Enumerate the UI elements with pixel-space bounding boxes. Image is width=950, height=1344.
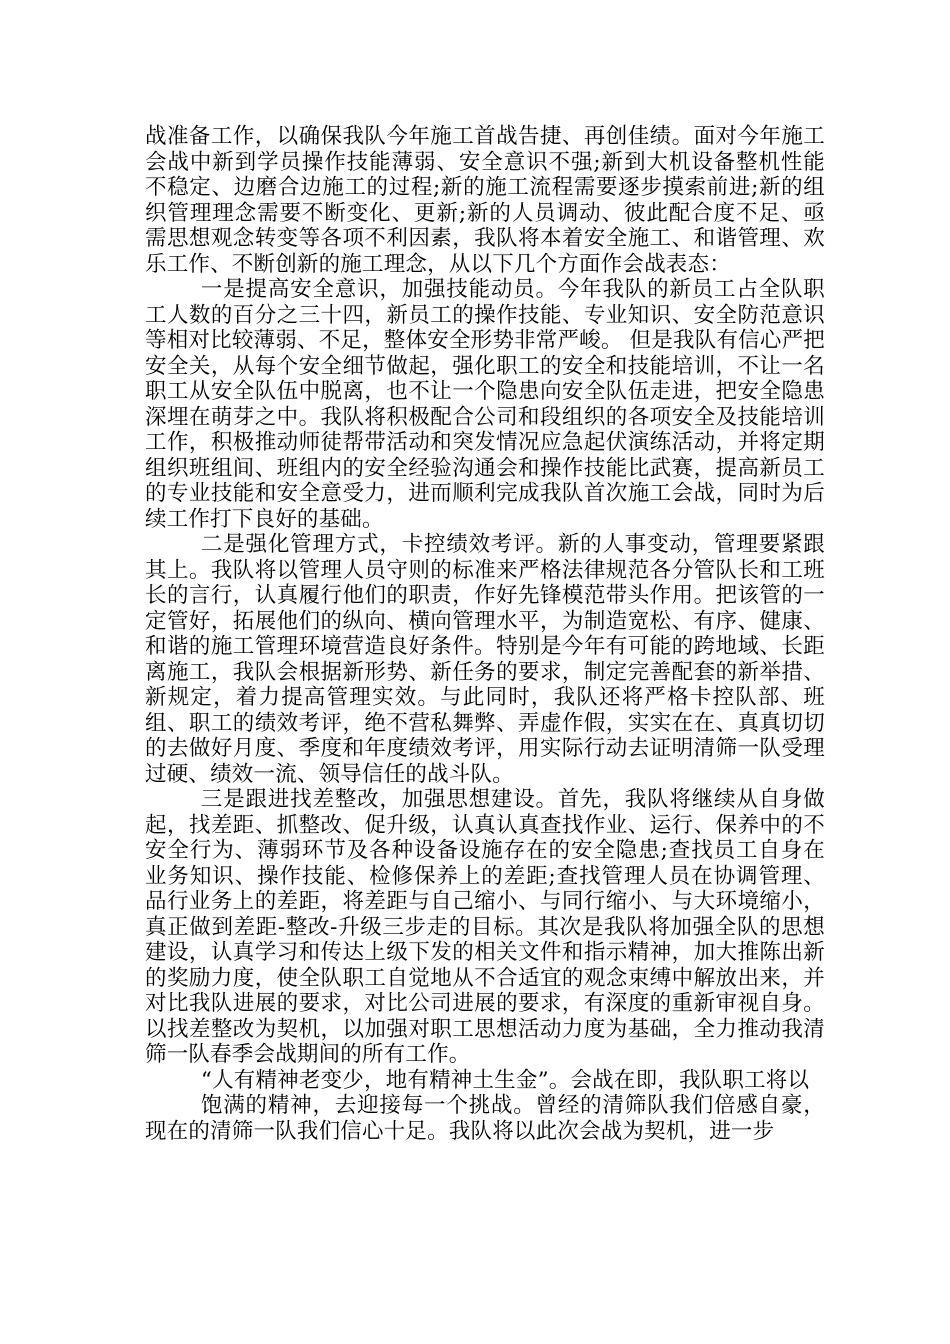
paragraph-intro: 战准备工作，以确保我队今年施工首战告捷、再创佳绩。面对今年施工会战中新到学员操作技能薄弱、安全意识不强;新到大机设备整机性能不稳定、边磨合边施工的过程;新的施工流程需要逐步摸索前进;新的组织管理理念需要不断变化、更新;新的人员调动、彼此配合度不足、亟需思想观念转变等各项不利因素，我队将本着安全施工、和谐管理、欢乐工作、不断创新的施工理念，从以下几个方面作会战表态： (145, 124, 825, 277)
paragraph-quote: “人有精神老变少，地有精神土生金”。会战在即，我队职工将以 (200, 1067, 810, 1093)
paragraph-closing: 饱满的精神，去迎接每一个挑战。曾经的清筛队我们倍感自豪，现在的清筛一队我们信心十足。我队将以此次会战为契机，进一步 (145, 1093, 825, 1144)
paragraph-safety: 一是提高安全意识，加强技能动员。今年我队的新员工占全队职工人数的百分之三十四，新员工的操作技能、专业知识、安全防范意识等相对比较薄弱、不足，整体安全形势非常严峻。 但是我队有信心严把安全关，从每个安全细节做起，强化职工的安全和技能培训，不让一名职工从安全队伍中脱离，也不让一个隐患向安全队伍走进，把安全隐患深埋在萌芽之中。我队将积极配合公司和段组织的各项安全及技能培训工作，积极推动师徒帮带活动和突发情况应急起伏演练活动，并将定期组织班组间、班组内的安全经验沟通会和操作技能比武赛，提高新员工的专业技能和安全意受力，进而顺利完成我队首次施工会战，同时为后续工作打下良好的基础。 (145, 277, 825, 532)
document-body (145, 124, 825, 1144)
paragraph-improvement: 三是跟进找差整改，加强思想建设。首先，我队将继续从自身做起，找差距、抓整改、促升级，认真认真查找作业、运行、保养中的不安全行为、薄弱环节及各种设备设施存在的安全隐患;查找员工自身在业务知识、操作技能、检修保养上的差距;查找管理人员在协调管理、品行业务上的差距，将差距与自己缩小、与同行缩小、与大环境缩小，真正做到差距-整改-升级三步走的目标。其次是我队将加强全队的思想建设，认真学习和传达上级下发的相关文件和指示精神，加大推陈出新的奖励力度，使全队职工自觉地从不合适宜的观念束缚中解放出来，并对比我队进展的要求，对比公司进展的要求，有深度的重新审视自身。以找差整改为契机，以加强对职工思想活动力度为基础，全力推动我清筛一队春季会战期间的所有工作。 (145, 787, 825, 1067)
paragraph-management: 二是强化管理方式，卡控绩效考评。新的人事变动，管理要紧跟其上。我队将以管理人员守则的标准来严格法律规范各分管队长和工班长的言行，认真履行他们的职责，作好先锋模范带头作用。把该管的一定管好，拓展他们的纵向、横向管理水平，为制造宽松、有序、健康、和谐的施工管理环境营造良好条件。特别是今年有可能的跨地域、长距离施工，我队会根据新形势、新任务的要求，制定完善配套的新举措、新规定，着力提高管理实效。与此同时，我队还将严格卡控队部、班组、职工的绩效考评，绝不营私舞弊、弄虚作假，实实在在、真真切切的去做好月度、季度和年度绩效考评，用实际行动去证明清筛一队受理过硬、绩效一流、领导信任的战斗队。 (145, 532, 825, 787)
